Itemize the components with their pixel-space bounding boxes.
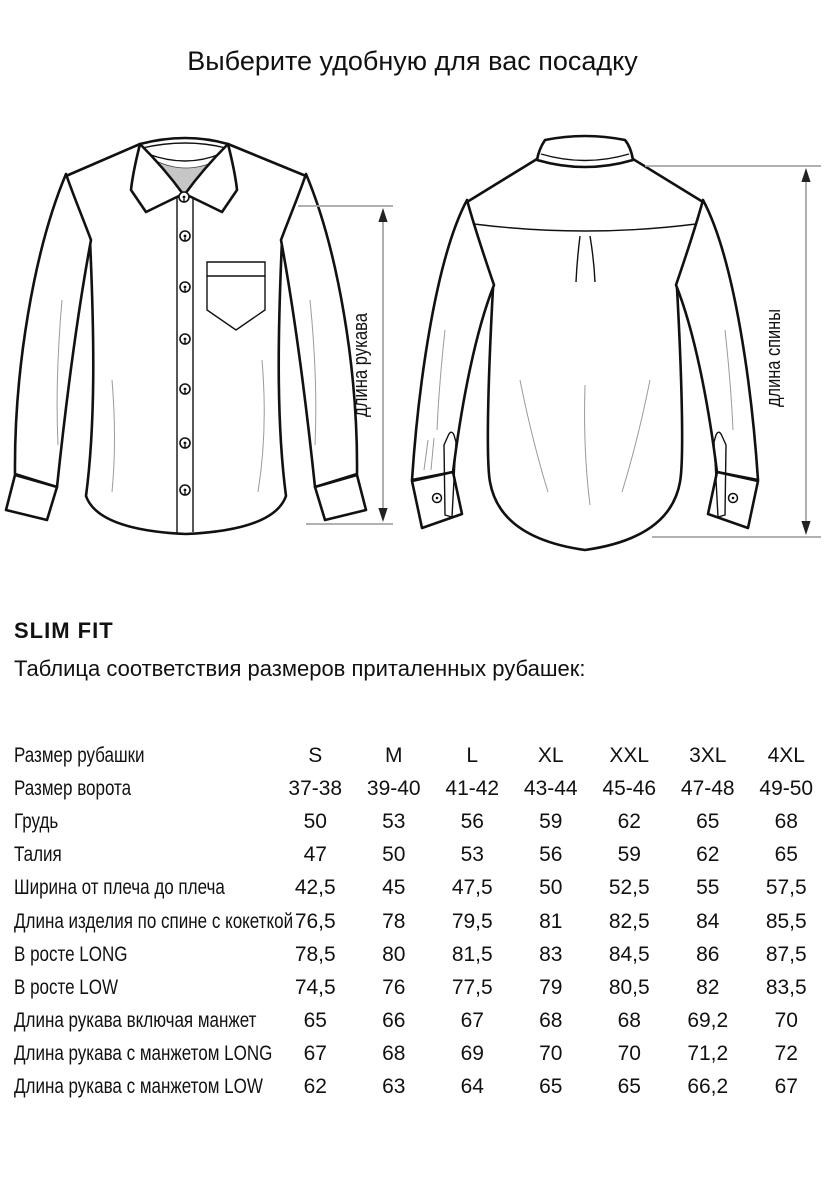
row-label: Длина рукава с манжетом LONG (14, 1042, 273, 1066)
size-value: 70 (617, 1042, 641, 1066)
front-right-sleeve (281, 174, 357, 487)
size-value: 68 (774, 809, 798, 833)
table-row (14, 839, 825, 872)
size-value: 69,2 (687, 1009, 729, 1033)
size-value: 65 (774, 843, 798, 867)
table-row (14, 971, 825, 1004)
size-value: 82,5 (608, 909, 650, 933)
back-body (467, 159, 703, 550)
size-value: 69 (460, 1042, 484, 1066)
size-value: 68 (539, 1009, 563, 1033)
size-value: 84,5 (608, 942, 650, 966)
size-value: 65 (617, 1075, 641, 1099)
size-value: 83,5 (765, 975, 807, 999)
size-value: 68 (617, 1009, 641, 1033)
size-value: 50 (382, 843, 406, 867)
table-row (14, 872, 825, 905)
size-value: XL (537, 743, 564, 767)
size-value: 77,5 (451, 975, 493, 999)
size-value: XXL (609, 743, 650, 767)
size-value: 67 (460, 1009, 484, 1033)
back-collar (537, 136, 633, 167)
size-value: 80 (382, 942, 406, 966)
front-shirt-drawing (6, 138, 366, 534)
size-value: 74,5 (294, 975, 336, 999)
table-row (14, 772, 825, 805)
row-label: В росте LONG (14, 942, 128, 966)
size-table (14, 739, 825, 1104)
size-value: 65 (696, 809, 720, 833)
size-value: 57,5 (765, 876, 807, 900)
size-value: S (308, 743, 323, 767)
size-value: 59 (539, 809, 563, 833)
size-value: 87,5 (765, 942, 807, 966)
size-value: 64 (460, 1075, 484, 1099)
size-value: 43-44 (523, 776, 578, 800)
size-value: 78 (382, 909, 406, 933)
size-value: 66,2 (687, 1075, 729, 1099)
size-value: 81,5 (451, 942, 493, 966)
size-value: 80,5 (608, 975, 650, 999)
size-value: 66 (382, 1009, 406, 1033)
size-value: 70 (539, 1042, 563, 1066)
row-label: Длина изделия по спине с кокеткой (14, 909, 294, 933)
back-length-label: длина спины (763, 287, 785, 407)
size-value: 65 (303, 1009, 327, 1033)
size-value: 79 (539, 975, 563, 999)
arrow-up-icon (378, 208, 387, 222)
size-value: 56 (539, 843, 563, 867)
table-row (14, 1005, 825, 1038)
row-label: Размер рубашки (14, 743, 145, 767)
row-label: Ширина от плеча до плеча (14, 876, 225, 900)
size-value: 79,5 (451, 909, 493, 933)
size-value: 82 (696, 975, 720, 999)
size-value: 47 (303, 843, 327, 867)
size-value: 50 (539, 876, 563, 900)
size-value: 4XL (767, 743, 805, 767)
table-row (14, 1071, 825, 1104)
size-value: 47,5 (451, 876, 493, 900)
row-label: Талия (14, 843, 62, 867)
row-label: Длина рукава с манжетом LOW (14, 1075, 263, 1099)
size-value: 41-42 (445, 776, 500, 800)
size-value: 62 (303, 1075, 327, 1099)
size-value: 45-46 (602, 776, 657, 800)
arrow-down-icon (378, 508, 387, 522)
size-value: 42,5 (294, 876, 336, 900)
size-value: 53 (460, 843, 484, 867)
size-value: 68 (382, 1042, 406, 1066)
shirt-diagram (0, 130, 825, 560)
size-value: 53 (382, 809, 406, 833)
size-value: 67 (303, 1042, 327, 1066)
size-value: 45 (382, 876, 406, 900)
size-value: 76 (382, 975, 406, 999)
size-value: 86 (696, 942, 720, 966)
size-value: 39-40 (366, 776, 421, 800)
row-label: В росте LOW (14, 975, 119, 999)
size-value: 85,5 (765, 909, 807, 933)
size-value: 55 (696, 876, 720, 900)
size-value: 62 (696, 843, 720, 867)
size-value: 59 (617, 843, 641, 867)
sleeve-length-label: длина рукава (350, 292, 372, 417)
size-value: 81 (539, 909, 563, 933)
row-label: Размер ворота (14, 776, 132, 800)
size-value: L (466, 743, 479, 767)
table-row (14, 805, 825, 838)
size-value: 76,5 (294, 909, 336, 933)
table-row (14, 1038, 825, 1071)
page-title: Выберите удобную для вас посадку (187, 46, 638, 76)
size-value: 72 (774, 1042, 798, 1066)
front-left-sleeve (15, 174, 91, 487)
size-value: 50 (303, 809, 327, 833)
table-row (14, 938, 825, 971)
size-value: 65 (539, 1075, 563, 1099)
row-label: Длина рукава включая манжет (14, 1009, 257, 1033)
size-value: M (385, 743, 403, 767)
size-value: 63 (382, 1075, 406, 1099)
back-shirt-drawing (412, 136, 758, 550)
table-subtitle: Таблица соответствия размеров приталенных рубашек: (14, 656, 586, 681)
size-value: 52,5 (608, 876, 650, 900)
size-value: 47-48 (680, 776, 735, 800)
size-value: 3XL (689, 743, 727, 767)
size-value: 71,2 (687, 1042, 729, 1066)
size-value: 62 (617, 809, 641, 833)
section-heading: SLIM FIT (14, 618, 114, 643)
arrow-down-icon (801, 521, 810, 535)
row-label: Грудь (14, 809, 59, 833)
size-value: 37-38 (288, 776, 343, 800)
size-value: 56 (460, 809, 484, 833)
table-row (14, 739, 825, 772)
table-row (14, 905, 825, 938)
size-value: 70 (774, 1009, 798, 1033)
arrow-up-icon (801, 168, 810, 182)
size-value: 83 (539, 942, 563, 966)
size-value: 78,5 (294, 942, 336, 966)
size-value: 67 (774, 1075, 798, 1099)
size-value: 84 (696, 909, 720, 933)
size-value: 49-50 (759, 776, 814, 800)
